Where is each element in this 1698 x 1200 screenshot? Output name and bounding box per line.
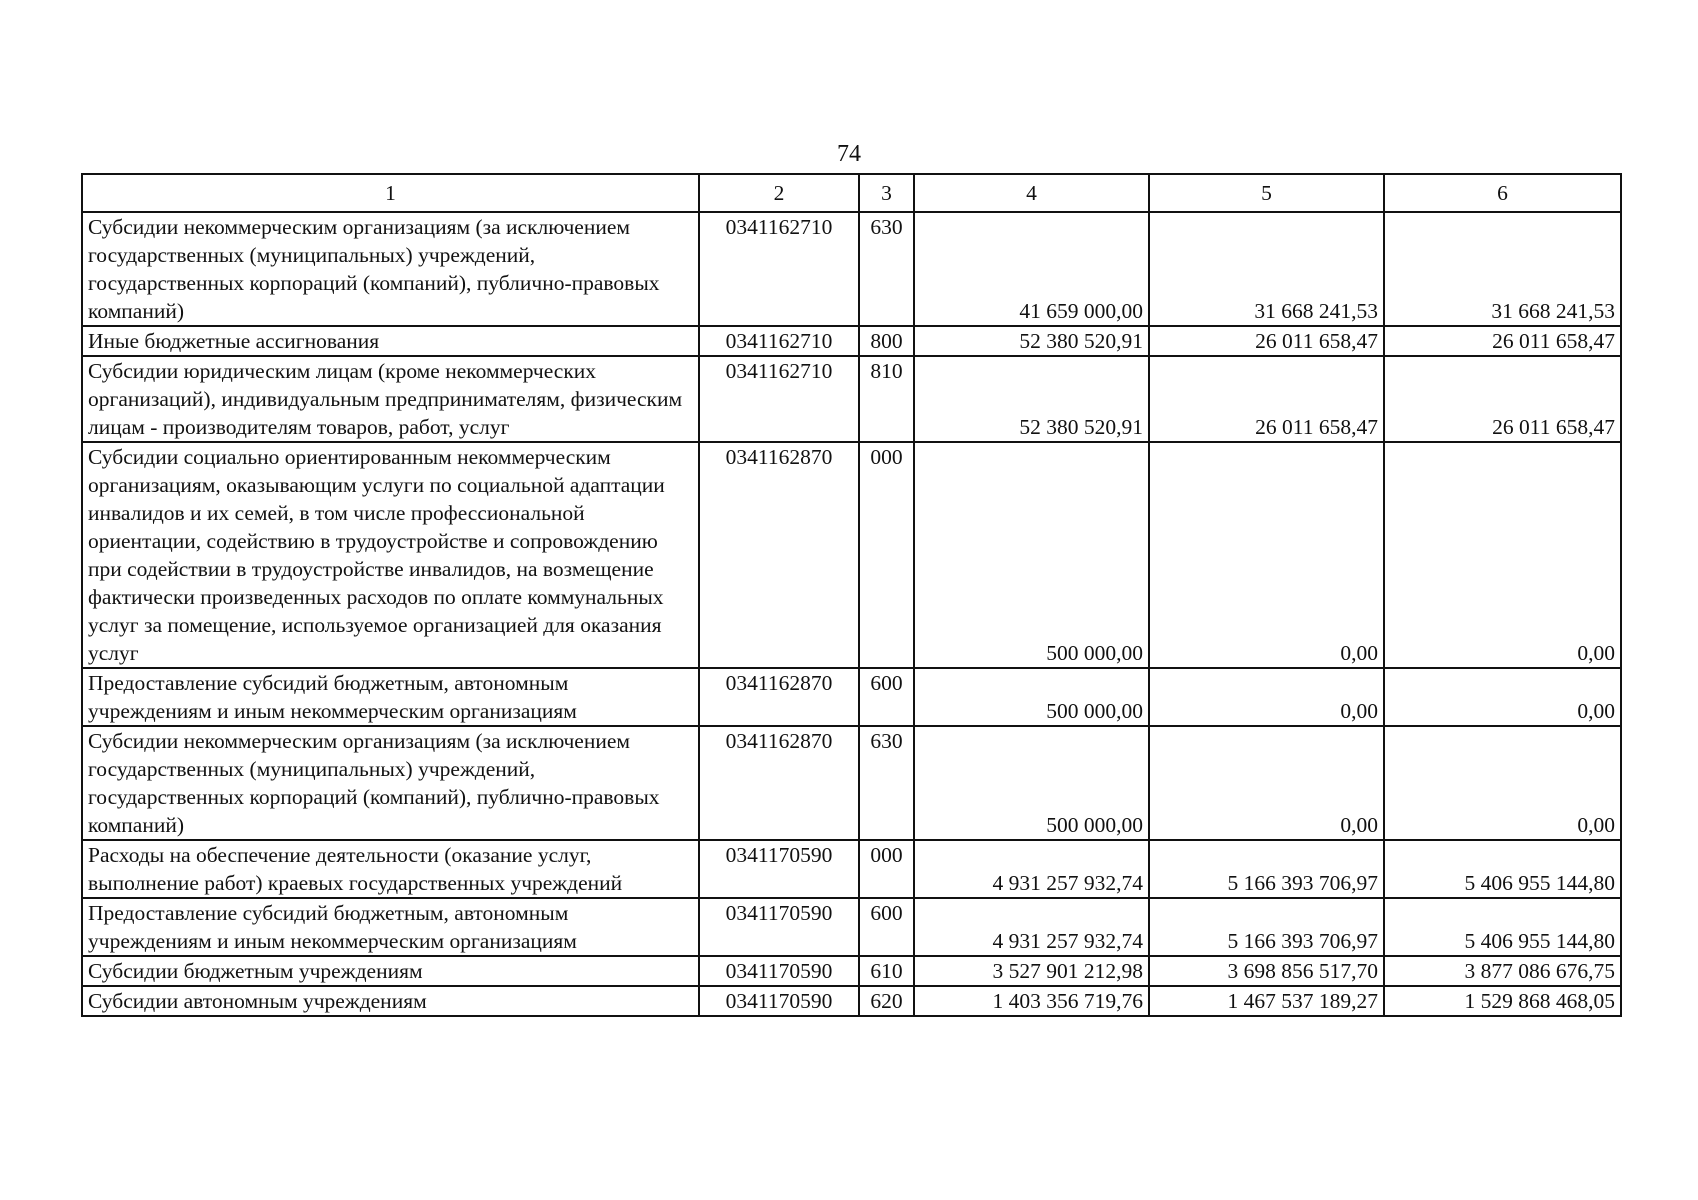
row-expense-type: 800	[859, 326, 914, 356]
row-amount-col6: 26 011 658,47	[1384, 356, 1621, 442]
row-expense-type: 810	[859, 356, 914, 442]
table-row	[82, 442, 1621, 668]
column-header-2: 2	[699, 174, 859, 212]
row-amount-col5: 26 011 658,47	[1149, 326, 1384, 356]
column-header-3: 3	[859, 174, 914, 212]
row-amount-col4: 4 931 257 932,74	[914, 898, 1149, 956]
table-row	[82, 326, 1621, 356]
table-row	[82, 356, 1621, 442]
row-name: Субсидии бюджетным учреждениям	[82, 956, 699, 986]
table-row	[82, 668, 1621, 726]
row-expense-type: 630	[859, 726, 914, 840]
row-amount-col5: 1 467 537 189,27	[1149, 986, 1384, 1016]
page-number: 74	[837, 141, 861, 167]
row-amount-col4: 1 403 356 719,76	[914, 986, 1149, 1016]
column-header-6: 6	[1384, 174, 1621, 212]
row-amount-col5: 0,00	[1149, 442, 1384, 668]
row-amount-col4: 52 380 520,91	[914, 326, 1149, 356]
row-target-code: 0341162710	[699, 326, 859, 356]
row-amount-col6: 1 529 868 468,05	[1384, 986, 1621, 1016]
row-expense-type: 000	[859, 840, 914, 898]
budget-table	[81, 173, 1622, 1017]
table-row	[82, 840, 1621, 898]
row-expense-type: 610	[859, 956, 914, 986]
row-amount-col6: 0,00	[1384, 442, 1621, 668]
table-row	[82, 898, 1621, 956]
row-name: Предоставление субсидий бюджетным, автономным учреждениям и иным некоммерческим организациям	[82, 898, 699, 956]
row-name: Расходы на обеспечение деятельности (оказание услуг, выполнение работ) краевых государственных учреждений	[82, 840, 699, 898]
column-header-4: 4	[914, 174, 1149, 212]
row-expense-type: 630	[859, 212, 914, 326]
row-amount-col4: 500 000,00	[914, 668, 1149, 726]
row-name: Субсидии автономным учреждениям	[82, 986, 699, 1016]
row-amount-col5: 5 166 393 706,97	[1149, 840, 1384, 898]
row-amount-col5: 0,00	[1149, 726, 1384, 840]
row-target-code: 0341170590	[699, 898, 859, 956]
row-target-code: 0341162870	[699, 442, 859, 668]
table-row	[82, 986, 1621, 1016]
row-amount-col5: 31 668 241,53	[1149, 212, 1384, 326]
row-expense-type: 000	[859, 442, 914, 668]
row-amount-col6: 5 406 955 144,80	[1384, 898, 1621, 956]
row-target-code: 0341162870	[699, 726, 859, 840]
row-name: Иные бюджетные ассигнования	[82, 326, 699, 356]
row-name: Субсидии некоммерческим организациям (за исключением государственных (муниципальных) учреждений, государственных корпораций (компаний), публично-правовых компаний)	[82, 726, 699, 840]
row-name: Субсидии некоммерческим организациям (за исключением государственных (муниципальных) учреждений, государственных корпораций (компаний), публично-правовых компаний)	[82, 212, 699, 326]
column-header-5: 5	[1149, 174, 1384, 212]
row-amount-col4: 52 380 520,91	[914, 356, 1149, 442]
row-amount-col5: 3 698 856 517,70	[1149, 956, 1384, 986]
row-target-code: 0341170590	[699, 840, 859, 898]
row-amount-col6: 26 011 658,47	[1384, 326, 1621, 356]
row-target-code: 0341162710	[699, 212, 859, 326]
row-amount-col6: 3 877 086 676,75	[1384, 956, 1621, 986]
row-amount-col6: 0,00	[1384, 726, 1621, 840]
row-amount-col4: 3 527 901 212,98	[914, 956, 1149, 986]
row-target-code: 0341170590	[699, 956, 859, 986]
row-expense-type: 620	[859, 986, 914, 1016]
row-amount-col4: 500 000,00	[914, 726, 1149, 840]
header-row	[82, 174, 1621, 212]
row-name: Субсидии социально ориентированным некоммерческим организациям, оказывающим услуги по социальной адаптации инвалидов и их семей, в том числе профессиональной ориентации, содействию в трудоустройстве и сопровождению при содействии в трудоустройстве инвалидов, на возмещение фактически произведенных расходов по оплате коммунальных услуг за помещение, используемое организацией для оказания услуг	[82, 442, 699, 668]
row-amount-col5: 0,00	[1149, 668, 1384, 726]
column-header-1: 1	[82, 174, 699, 212]
table-row	[82, 726, 1621, 840]
row-amount-col5: 5 166 393 706,97	[1149, 898, 1384, 956]
row-amount-col5: 26 011 658,47	[1149, 356, 1384, 442]
row-target-code: 0341162710	[699, 356, 859, 442]
row-amount-col4: 41 659 000,00	[914, 212, 1149, 326]
row-expense-type: 600	[859, 668, 914, 726]
row-target-code: 0341162870	[699, 668, 859, 726]
row-name: Предоставление субсидий бюджетным, автономным учреждениям и иным некоммерческим организациям	[82, 668, 699, 726]
table-row	[82, 956, 1621, 986]
row-amount-col6: 5 406 955 144,80	[1384, 840, 1621, 898]
row-expense-type: 600	[859, 898, 914, 956]
row-name: Субсидии юридическим лицам (кроме некоммерческих организаций), индивидуальным предпринимателям, физическим лицам - производителям товаров, работ, услуг	[82, 356, 699, 442]
row-target-code: 0341170590	[699, 986, 859, 1016]
table-row	[82, 212, 1621, 326]
row-amount-col4: 4 931 257 932,74	[914, 840, 1149, 898]
row-amount-col6: 0,00	[1384, 668, 1621, 726]
row-amount-col6: 31 668 241,53	[1384, 212, 1621, 326]
row-amount-col4: 500 000,00	[914, 442, 1149, 668]
